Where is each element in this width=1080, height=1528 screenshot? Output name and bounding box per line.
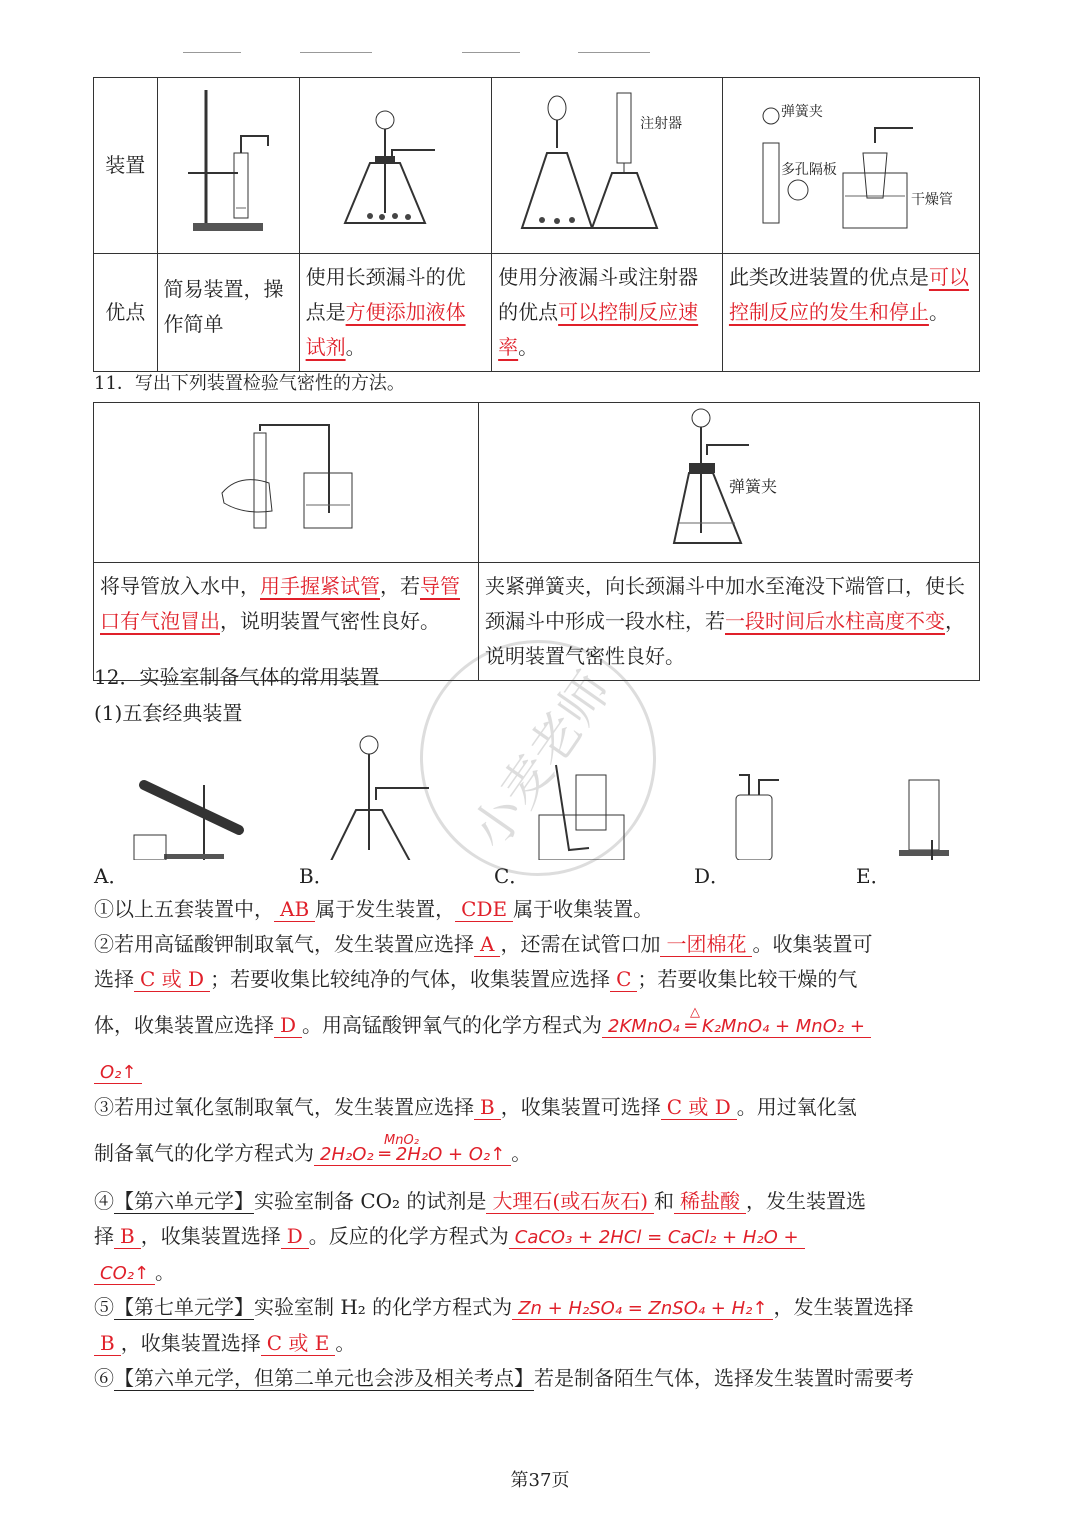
q12-line4: 体，收集装置应选择 D 。用高锰酸钾氧气的化学方程式为 △ 2KMnO₄ ═ K₂MnO₄ + MnO₂ + bbox=[94, 1008, 989, 1044]
q12-line6: ③若用过氧化氢制取氧气，发生装置应选择 B ，收集装置可选择 C 或 D 。用过氧化氢 bbox=[94, 1095, 857, 1119]
q12-line10: CO₂↑ 。 bbox=[94, 1255, 989, 1291]
advantage-simple: 简易装置，操作简单 bbox=[157, 254, 299, 372]
q11-title: 11．写出下列装置检验气密性的方法。 bbox=[94, 373, 405, 394]
device-long-funnel-figure bbox=[299, 78, 492, 254]
device-improved-figure bbox=[722, 78, 979, 254]
apparatus-c-figure bbox=[539, 765, 624, 860]
device-separatory-syringe-figure bbox=[492, 78, 723, 254]
advantage-long-funnel: 使用长颈漏斗的优点是方便添加液体试剂。 bbox=[299, 254, 492, 372]
q12-line9: 择 B ，收集装置选择 D 。反应的化学方程式为 CaCO₃ + 2HCl = CaCl₂ + H₂O + bbox=[94, 1219, 989, 1255]
page-number: 第37页 bbox=[510, 1470, 570, 1491]
q12-line13: ⑥【第六单元学，但第二单元也会涉及相关考点】若是制备陌生气体，选择发生装置时需要考 bbox=[94, 1366, 914, 1390]
airtight-method-funnel: 夹紧弹簧夹，向长颈漏斗中加水至淹没下端管口，使长颈漏斗中形成一段水柱，若一段时间后水柱高度不变，说明装置气密性良好。 bbox=[479, 563, 980, 681]
q12-line1: ①以上五套装置中， AB 属于发生装置， CDE 属于收集装置。 bbox=[94, 897, 654, 921]
plate-label: 多孔隔板 bbox=[780, 162, 837, 178]
airtightness-table bbox=[93, 402, 980, 681]
advantage-separatory: 使用分液漏斗或注射器的优点可以控制反应速率。 bbox=[492, 254, 723, 372]
q12-line11: ⑤【第七单元学】实验室制 H₂ 的化学方程式为 Zn + H₂SO₄ = ZnSO₄ + H₂↑ ，发生装置选择 bbox=[94, 1295, 914, 1319]
dryer-label: 干燥管 bbox=[910, 192, 953, 208]
syringe-label: 注射器 bbox=[640, 116, 683, 132]
q12-line2: ②若用高锰酸钾制取氧气，发生装置应选择 A ，还需在试管口加 一团棉花 。收集装置可 bbox=[94, 932, 873, 956]
row-label-device: 装置 bbox=[94, 78, 158, 254]
row-label-advantage: 优点 bbox=[94, 254, 158, 372]
q12-line3: 选择 C 或 D ；若要收集比较纯净的气体，收集装置应选择 C ；若要收集比较干燥的气 bbox=[94, 967, 858, 991]
spring-clip-label: 弹簧夹 bbox=[729, 477, 778, 496]
airtight-funnel-figure bbox=[479, 403, 980, 563]
airtight-method-hand: 将导管放入水中，用手握紧试管，若导管口有气泡冒出，说明装置气密性良好。 bbox=[94, 563, 479, 681]
device-simple-figure bbox=[157, 78, 299, 254]
apparatus-a-figure bbox=[134, 785, 239, 860]
clip-label: 弹簧夹 bbox=[780, 104, 823, 120]
apparatus-letters: A． B． C． D． E． bbox=[94, 864, 891, 888]
watermark: 小麦老师 bbox=[374, 594, 703, 923]
five-apparatus-figure bbox=[94, 730, 994, 860]
airtight-hand-figure bbox=[94, 403, 479, 563]
q12-line5: O₂↑ bbox=[94, 1054, 989, 1090]
q12-line8: ④【第六单元学】实验室制备 CO₂ 的试剂是 大理石(或石灰石) 和 稀盐酸 ，发生装置选 bbox=[94, 1189, 867, 1213]
apparatus-table bbox=[93, 77, 980, 372]
advantage-improved: 此类改进装置的优点是可以控制反应的发生和停止。 bbox=[722, 254, 979, 372]
q12-line7: 制备氧气的化学方程式为 MnO₂ 2H₂O₂ ═ 2H₂O + O₂↑ 。 bbox=[94, 1133, 532, 1165]
apparatus-b-figure bbox=[329, 736, 429, 860]
q12-line12: B ，收集装置选择 C 或 E 。 bbox=[94, 1326, 989, 1360]
apparatus-d-figure bbox=[736, 775, 779, 860]
q12-title: 12．实验室制备气体的常用装置 bbox=[94, 665, 380, 689]
apparatus-e-figure bbox=[894, 780, 949, 860]
q12-sub: (1)五套经典装置 bbox=[94, 701, 243, 725]
